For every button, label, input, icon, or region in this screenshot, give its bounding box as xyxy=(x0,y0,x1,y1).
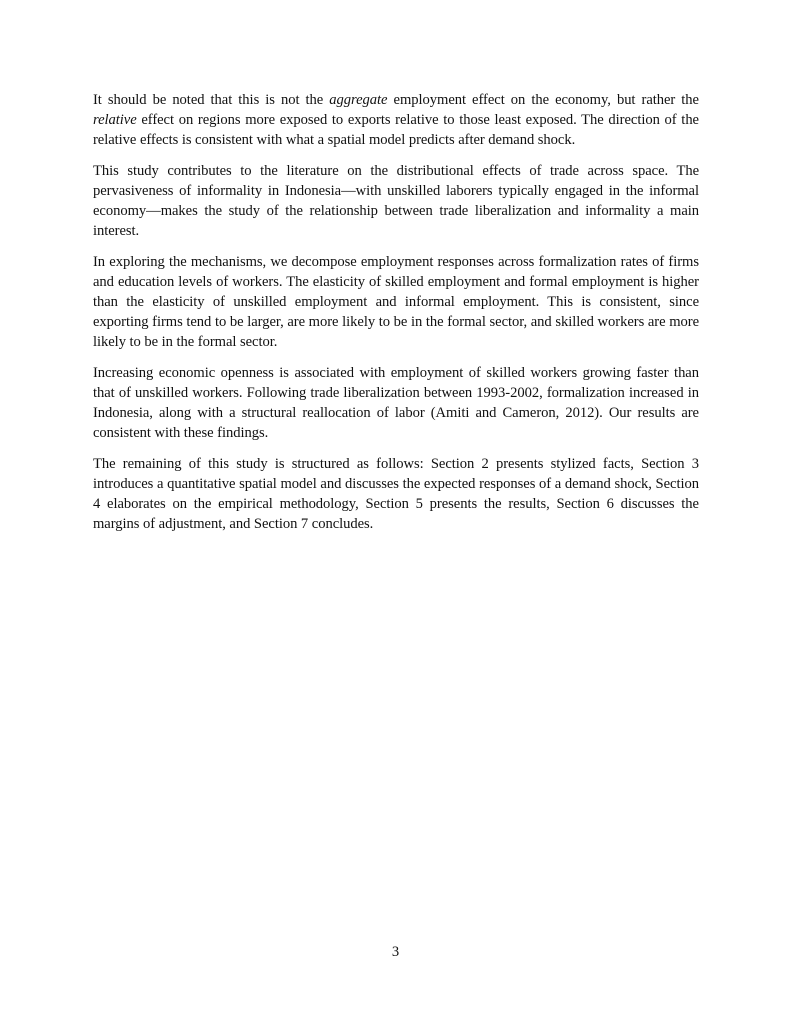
paragraph-text: effect on regions more exposed to exports relative to those least exposed. The direction of the relative effects is consistent with what a spatial model predicts after demand shock. xyxy=(93,112,699,148)
emphasis-relative: relative xyxy=(93,112,137,128)
paragraph-relative-effect xyxy=(93,90,699,150)
document-page-body xyxy=(93,90,699,545)
paragraph-openness: Increasing economic openness is associated with employment of skilled workers growing faster than that of unskilled workers. Following trade liberalization between 1993-2002, formalization increased in Indonesia, along with a structural reallocation of labor (Amiti and Cameron, 2012). Our results are consistent with these findings. xyxy=(93,365,699,441)
paragraph-structure: The remaining of this study is structured as follows: Section 2 presents stylized facts, Section 3 introduces a quantitative spatial model and discusses the expected responses of a demand shock, Section 4 elaborates on the empirical methodology, Section 5 presents the results, Section 6 discusses the margins of adjustment, and Section 7 concludes. xyxy=(93,456,699,532)
paragraph-text: employment effect on the economy, but rather the xyxy=(387,92,699,108)
paragraph-text: It should be noted that this is not the xyxy=(93,92,330,108)
paragraph-mechanisms: In exploring the mechanisms, we decompose employment responses across formalization rates of firms and education levels of workers. The elasticity of skilled employment and formal employment is higher than the elasticity of unskilled employment and informal employment. This is consistent, since exporting firms tend to be larger, are more likely to be in the formal sector, and skilled workers are more likely to be in the formal sector. xyxy=(93,254,699,350)
page-number: 3 xyxy=(391,944,400,960)
paragraph-contribution: This study contributes to the literature on the distributional effects of trade across space. The pervasiveness of informality in Indonesia—with unskilled laborers typically engaged in the informal economy—makes the study of the relationship between trade liberalization and informality a main interest. xyxy=(93,163,699,239)
emphasis-aggregate: aggregate xyxy=(329,92,388,108)
